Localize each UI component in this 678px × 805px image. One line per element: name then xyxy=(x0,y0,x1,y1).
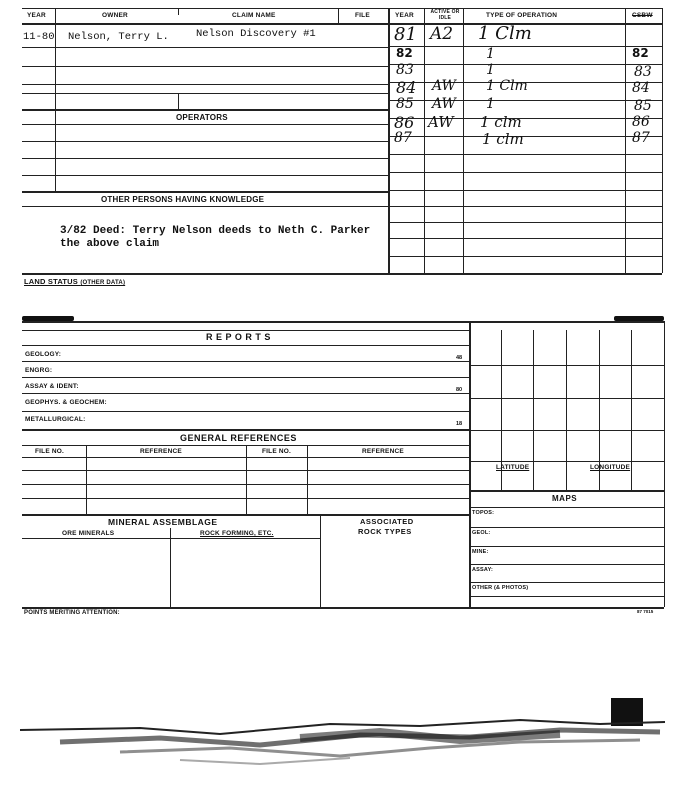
header-owner: OWNER xyxy=(102,12,128,19)
associated-label: ASSOCIATED xyxy=(360,517,414,526)
rock-forming-label: ROCK FORMING, ETC. xyxy=(200,530,274,537)
mineral-assemblage-title: MINERAL ASSEMBLAGE xyxy=(108,517,218,527)
maps-mine: MINE: xyxy=(472,549,489,555)
header-type-of-operation: TYPE OF OPERATION xyxy=(486,12,558,19)
claim-owner: Nelson, Terry L. xyxy=(68,31,169,43)
maps-other: OTHER (& PHOTOS) xyxy=(472,585,529,591)
status-operation: 1 clm xyxy=(480,113,522,131)
maps-assay: ASSAY: xyxy=(472,567,494,573)
status-state: AW xyxy=(428,113,454,131)
claim-date: 11-80 xyxy=(23,31,55,43)
report-metallurgical-num: 18 xyxy=(456,421,463,427)
status-state: A2 xyxy=(430,24,454,44)
header-claim-name: CLAIM NAME xyxy=(232,12,276,19)
status-year: 83 xyxy=(396,62,414,78)
knowledge-label: OTHER PERSONS HAVING KNOWLEDGE xyxy=(101,195,265,204)
gen-ref-reference-2: REFERENCE xyxy=(362,448,404,455)
land-status-label xyxy=(24,277,125,286)
latitude-label: LATITUDE xyxy=(496,464,530,471)
report-assay: ASSAY & IDENT: xyxy=(25,383,79,390)
report-engrg: ENGRG: xyxy=(25,367,53,374)
report-geophys: GEOPHYS. & GEOCHEM: xyxy=(25,399,107,406)
gen-ref-file-no-1: FILE NO. xyxy=(35,448,65,455)
ore-minerals-label: ORE MINERALS xyxy=(62,530,115,537)
status-state: AW xyxy=(432,96,456,112)
report-metallurgical: METALLURGICAL: xyxy=(25,416,86,423)
status-operation: 1 Clm xyxy=(486,78,528,94)
report-geology-num: 48 xyxy=(456,355,463,361)
status-state: AW xyxy=(432,78,456,94)
status-csbw: 82 xyxy=(632,46,649,60)
status-operation: 1 Clm xyxy=(478,23,532,44)
status-csbw: 86 xyxy=(632,114,650,130)
status-year: 86 xyxy=(394,113,415,132)
knowledge-note-line-2: the above claim xyxy=(60,238,160,250)
maps-topos: TOPOS: xyxy=(472,510,495,516)
longitude-label: LONGITUDE xyxy=(590,464,631,471)
form-number: 87 7015 xyxy=(637,609,654,614)
points-meriting-attention: POINTS MERITING ATTENTION: xyxy=(24,610,120,616)
header-file: FILE xyxy=(355,12,370,19)
land-status-title: LAND STATUS xyxy=(24,277,79,286)
gen-ref-reference-1: REFERENCE xyxy=(140,448,182,455)
status-csbw: 85 xyxy=(634,98,652,114)
status-operation: 1 xyxy=(486,96,495,112)
report-assay-num: 80 xyxy=(456,387,463,393)
header-active-or-idle: ACTIVE OR IDLE xyxy=(430,9,460,21)
header-csbw: CSBW xyxy=(632,12,653,19)
report-geology: GEOLOGY: xyxy=(25,351,62,358)
status-year: 81 xyxy=(394,24,417,45)
scan-noise xyxy=(0,690,678,805)
status-csbw: 84 xyxy=(632,80,650,96)
status-operation: 1 xyxy=(486,62,495,78)
reports-title: R E P O R T S xyxy=(206,332,271,342)
land-status-sub: (OTHER DATA) xyxy=(80,280,126,286)
status-year: 82 xyxy=(396,46,413,60)
status-year: 87 xyxy=(394,130,412,146)
header-year: YEAR xyxy=(27,12,46,19)
status-csbw: 87 xyxy=(632,130,650,146)
status-operation: 1 xyxy=(486,46,495,62)
maps-geol: GEOL: xyxy=(472,530,491,536)
general-references-title: GENERAL REFERENCES xyxy=(180,433,297,443)
status-year: 84 xyxy=(396,78,417,97)
status-year: 85 xyxy=(396,96,414,112)
maps-title: MAPS xyxy=(552,494,578,503)
status-csbw: 83 xyxy=(634,64,652,80)
status-operation: 1 clm xyxy=(482,130,524,148)
header-year-2: YEAR xyxy=(395,12,414,19)
gen-ref-file-no-2: FILE NO. xyxy=(262,448,292,455)
knowledge-note-line-1: 3/82 Deed: Terry Nelson deeds to Neth C. Parker xyxy=(60,225,371,237)
claim-name: Nelson Discovery #1 xyxy=(196,28,316,40)
rock-types-label: ROCK TYPES xyxy=(358,527,412,536)
operators-label: OPERATORS xyxy=(176,113,228,122)
